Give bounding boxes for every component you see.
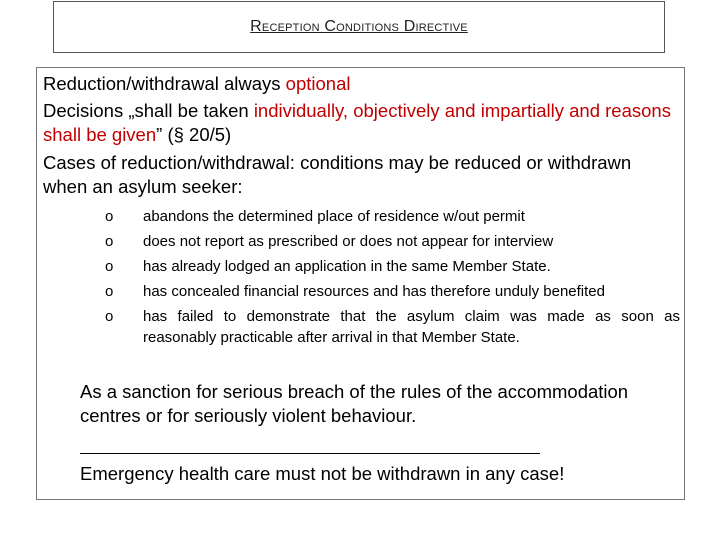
bullet-icon: o [105, 308, 114, 325]
slide-title: Reception Conditions Directive [250, 18, 468, 35]
sanction-paragraph: As a sanction for serious breach of the rules of the accommodation centres or for seriously violent behaviour. [80, 381, 629, 426]
line-cases: Cases of reduction/withdrawal: conditions may be reduced or withdrawn when an asylum seeker: [43, 152, 632, 197]
bullet-icon: o [105, 258, 114, 275]
emergency-paragraph: Emergency health care must not be withdrawn in any case! [80, 463, 565, 484]
divider-line [80, 453, 540, 454]
content-box [36, 67, 685, 500]
list-item: o has failed to demonstrate that the asylum claim was made as soon as reasonably practicable after arrival in that Member State. [105, 308, 680, 346]
line-optional: Reduction/withdrawal always optional [43, 73, 351, 94]
title-box [53, 1, 665, 53]
list-item: o does not report as prescribed or does not appear for interview [105, 233, 554, 250]
list-item: o has already lodged an application in the same Member State. [105, 258, 551, 275]
bullet-icon: o [105, 208, 114, 225]
bullet-icon: o [105, 233, 114, 250]
bullet-list [105, 206, 680, 348]
highlight-individually: individually, objectively and impartially and reasons shall be given [43, 100, 671, 145]
list-item: o abandons the determined place of residence w/out permit [105, 208, 525, 225]
bullet-icon: o [105, 283, 114, 300]
list-item: o has concealed financial resources and has therefore unduly benefited [105, 283, 605, 300]
highlight-optional: optional [285, 73, 351, 94]
line-decisions: Decisions „shall be taken individually, objectively and impartially and reasons shall be given” (§ 20/5) [43, 100, 671, 145]
